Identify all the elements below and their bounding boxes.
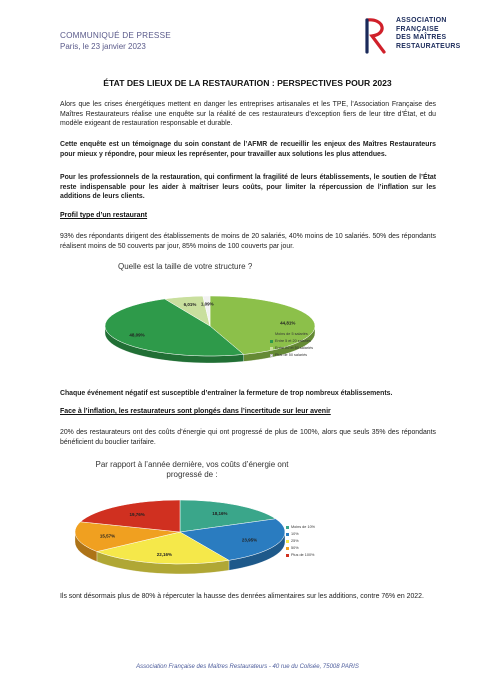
legend-item [286, 545, 315, 552]
chart-2-legend [286, 524, 315, 559]
support-paragraph: Pour les professionnels de la restauration, qui confirment la fragilité de leurs établissements, le soutien de l’État reste indispensable pour les aider à maîtriser leurs coûts, pour limiter la répercussion de l’inflation sur les additions de leurs clients. [60, 174, 436, 200]
legend-label: 50% [291, 546, 299, 550]
legend-item [286, 552, 315, 559]
chart-1-title: Quelle est la taille de votre structure ? [118, 262, 253, 271]
pie-data-label: 1,09% [200, 301, 214, 307]
pie-data-label: 23,95% [241, 537, 258, 543]
pie-data-label: 6,01% [183, 302, 197, 308]
pie-data-label: 44,81% [280, 320, 296, 326]
chart-2-pie [50, 490, 430, 590]
logo-line: DES MAÎTRES [396, 34, 447, 42]
logo-line: FRANÇAISE [396, 25, 439, 33]
legend-item [270, 338, 313, 345]
pie-data-label: 22,16% [156, 551, 173, 557]
press-date: Paris, le 23 janvier 2023 [60, 42, 146, 51]
closing-paragraph: Ils sont désormais plus de 80% à répercuter la hausse des denrées alimentaires sur les additions, contre 76% en 2022. [60, 593, 424, 600]
section-heading-inflation: Face à l’inflation, les restaurateurs sont plongés dans l’incertitude sur leur avenir [60, 408, 331, 415]
chart-1-pie [60, 278, 436, 388]
legend-label: Plus de 100% [291, 553, 315, 557]
logo-line: ASSOCIATION [396, 17, 447, 24]
pie-data-label: 19,76% [129, 511, 145, 517]
statement-paragraph: Chaque événement négatif est susceptible d’entraîner la fermeture de trop nombreux établissements. [60, 390, 393, 397]
press-release-label: COMMUNIQUÉ DE PRESSE [60, 31, 171, 40]
pie-data-label: 18,16% [212, 511, 228, 517]
legend-label: Plus de 50 salariés [275, 353, 308, 357]
pie-data-label: 48,09% [129, 332, 145, 338]
page-footer: Association Française des Maîtres Restaurateurs - 40 rue du Colisée, 75008 PARIS [136, 664, 359, 670]
legend-label: Entre 5 et 20 salariés [275, 339, 311, 343]
legend-label: Entre 20 et 50 salariés [275, 346, 313, 350]
legend-item [286, 531, 315, 538]
logo-line: RESTAURATEURS [396, 42, 461, 50]
afmr-logo-text [396, 17, 461, 51]
legend-label: Moins de 5 salariés [275, 332, 308, 336]
intro-paragraph: Alors que les crises énergétiques mettent en danger les entreprises artisanales et les TPE, l’Association Française des Maîtres Restaurateurs réalise une enquête sur la réalité de ces restaurateurs d’exception fiers de leur titre d’État, et du modèle exigeant de restauration responsable et durable. [60, 101, 436, 127]
legend-item [270, 345, 313, 352]
legend-label: 10% [291, 532, 299, 536]
chart-1-legend [270, 331, 313, 359]
section-heading-profile: Profil type d’un restaurant [60, 212, 148, 219]
legend-item [270, 331, 313, 338]
legend-label: 25% [291, 539, 299, 543]
pie-data-label: 15,57% [99, 533, 116, 539]
legend-label: Moins de 10% [291, 525, 316, 529]
afmr-logo-icon [362, 16, 390, 54]
legend-item [286, 524, 315, 531]
inflation-paragraph: 20% des restaurateurs ont des coûts d’énergie qui ont progressé de plus de 100%, alors que seuls 35% des répondants bénéficient du bouclier tarifaire. [60, 429, 436, 446]
document-title: ÉTAT DES LIEUX DE LA RESTAURATION : PERSPECTIVES POUR 2023 [103, 78, 392, 88]
commitment-paragraph: Cette enquête est un témoignage du soin constant de l’AFMR de recueillir les enjeux des Maîtres Restaurateurs pour mieux y répondre, pour mieux les représenter, pour travailler aux solutions les plus attendues. [60, 141, 436, 158]
legend-item [270, 352, 313, 359]
legend-item [286, 538, 315, 545]
profile-paragraph: 93% des répondants dirigent des établissements de moins de 20 salariés, 40% moins de 10 salariés. 50% des répondants réalisent moins de 50 couverts par jour, 85% moins de 100 couverts par jour. [60, 233, 436, 250]
chart-2-title: Par rapport à l’année dernière, vos coûts d’énergie ont progressé de : [95, 460, 289, 479]
